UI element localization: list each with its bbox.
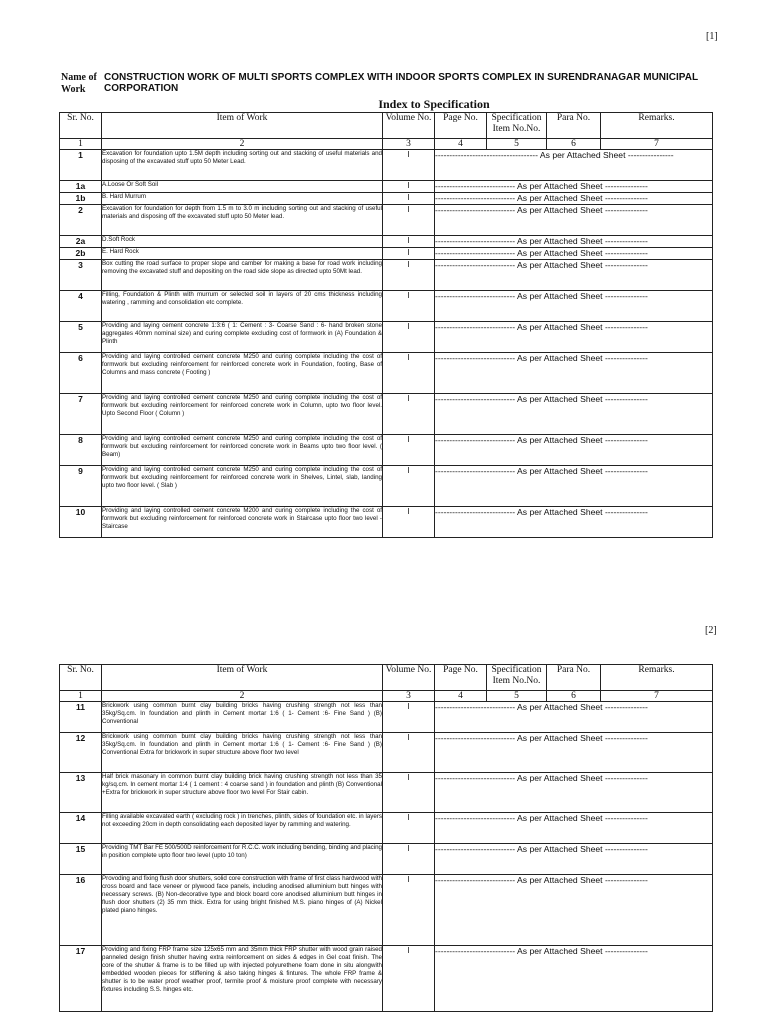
name-of-work-label: Name of Work bbox=[61, 72, 97, 95]
item-of-work-text: Providing and laying controlled cement concrete M200 and curing complete including the cost of formwork but excluding reinforcement for reinforced concrete work in Staircase upto floor two level - Staircase bbox=[102, 507, 382, 531]
column-number: 3 bbox=[383, 691, 435, 702]
item-of-work-text: Half brick masonary in common burnt clay building brick having crushing strength not less than 35 kg/sq.cm. In cement mortar 1:4 ( 1 cement : 4 coarse sand ) in foundation and plinth (B) Conventional +Extra for brickwork in super structure above floor two level For Stair cabin. bbox=[102, 773, 382, 797]
volume-cell: I bbox=[383, 394, 435, 435]
column-number: 2 bbox=[102, 139, 383, 150]
table-row bbox=[60, 844, 713, 875]
item-of-work-text: Brickwork using common burnt clay building bricks having crushing strength not less than 35kg/Sq.cm. In foundation and plinth in Cement mortar 1:6 ( 1- Cement :6- Fine Sand ) (B) Conventional bbox=[102, 702, 382, 726]
sr-no-cell: 15 bbox=[60, 844, 102, 875]
item-of-work-cell bbox=[102, 260, 383, 291]
item-of-work-cell bbox=[102, 150, 383, 181]
volume-cell: I bbox=[383, 260, 435, 291]
item-of-work-cell bbox=[102, 236, 383, 248]
header-para-no: Para No. bbox=[547, 113, 601, 139]
volume-cell: I bbox=[383, 193, 435, 205]
header-volume-no: Volume No. bbox=[383, 665, 435, 691]
sr-no-cell: 11 bbox=[60, 702, 102, 733]
item-of-work-cell bbox=[102, 733, 383, 773]
item-of-work-cell bbox=[102, 466, 383, 507]
sr-no-cell: 2b bbox=[60, 248, 102, 260]
attached-sheet-note: ---------------------------- As per Attached Sheet --------------- bbox=[435, 193, 713, 205]
attached-sheet-note: ---------------------------- As per Attached Sheet --------------- bbox=[435, 260, 713, 291]
sr-no-cell: 8 bbox=[60, 435, 102, 466]
item-of-work-text: E. Hard Rock bbox=[102, 248, 139, 255]
attached-sheet-note: ---------------------------- As per Attached Sheet --------------- bbox=[435, 181, 713, 193]
item-of-work-cell bbox=[102, 248, 383, 260]
sr-no-cell: 10 bbox=[60, 507, 102, 538]
volume-cell: I bbox=[383, 773, 435, 813]
attached-sheet-note: ---------------------------- As per Attached Sheet --------------- bbox=[435, 875, 713, 946]
volume-cell: I bbox=[383, 150, 435, 181]
header-volume-no: Volume No. bbox=[383, 113, 435, 139]
sr-no-cell: 17 bbox=[60, 946, 102, 1012]
header-sr-no: Sr. No. bbox=[60, 665, 102, 691]
item-of-work-text: Brickwork using common burnt clay building bricks having crushing strength not less than 35kg/Sq.cm. In foundation and plinth in Cement mortar 1:6 ( 1- Cement :6- Fine Sand ) (B) Conventional Extra for brickwork in super structure above floor two level bbox=[102, 733, 382, 757]
sr-no-cell: 3 bbox=[60, 260, 102, 291]
volume-cell: I bbox=[383, 844, 435, 875]
sr-no-cell: 4 bbox=[60, 291, 102, 322]
attached-sheet-note: ---------------------------- As per Attached Sheet --------------- bbox=[435, 322, 713, 353]
sr-no-cell: 13 bbox=[60, 773, 102, 813]
volume-cell: I bbox=[383, 236, 435, 248]
table-row bbox=[60, 394, 713, 435]
item-of-work-text: Providing and laying controlled cement concrete M250 and curing complete including the cost of formwork but excluding reinforcement for reinforced concrete work in Shelves, Lintel, slab, landing upto two floor level. ( Slab ) bbox=[102, 466, 382, 490]
attached-sheet-note: ---------------------------- As per Attached Sheet --------------- bbox=[435, 733, 713, 773]
attached-sheet-note: ---------------------------- As per Attached Sheet --------------- bbox=[435, 702, 713, 733]
table-row bbox=[60, 248, 713, 260]
specification-table bbox=[59, 112, 713, 538]
sr-no-cell: 9 bbox=[60, 466, 102, 507]
volume-cell: I bbox=[383, 702, 435, 733]
table-row bbox=[60, 875, 713, 946]
name-of-work: CONSTRUCTION WORK OF MULTI SPORTS COMPLEX WITH INDOOR SPORTS COMPLEX IN SURENDRANAGAR MUNICIPAL CORPORATION bbox=[104, 72, 698, 94]
header-remarks: Remarks. bbox=[601, 665, 713, 691]
table-row bbox=[60, 466, 713, 507]
item-of-work-text: Providing and laying cement concrete 1:3:6 ( 1: Cement : 3- Coarse Sand : 6- hand broken stone aggregates 40mm nominal size) and curing complete excluding cost of formwork in (A) Foundation & Plinth bbox=[102, 322, 382, 346]
table-row bbox=[60, 193, 713, 205]
item-of-work-cell bbox=[102, 435, 383, 466]
attached-sheet-note: ---------------------------- As per Attached Sheet --------------- bbox=[435, 507, 713, 538]
table-row bbox=[60, 260, 713, 291]
sr-no-cell: 5 bbox=[60, 322, 102, 353]
item-of-work-text: Providing and fixing FRP frame size 125x65 mm and 35mm thick FRP shutter with wood grain raised panneled design finish shutter having extra reinforcement on sides & edges in Gel coat finish. The core of the shutter & frame is to be filled up with injected polyurethene foam done in situ alongwith embedded wooden pieces for stiffening & also taking hinges & fintures. The whole FRP frame & shutter is to be water proof weather proof, termite proof & moisture proof complete with necessary fixtures including S.S. hinges etc. bbox=[102, 946, 382, 994]
table-row bbox=[60, 507, 713, 538]
table-row bbox=[60, 435, 713, 466]
column-number: 6 bbox=[547, 691, 601, 702]
attached-sheet-note: ---------------------------- As per Attached Sheet --------------- bbox=[435, 394, 713, 435]
item-of-work-cell bbox=[102, 181, 383, 193]
volume-cell: I bbox=[383, 435, 435, 466]
sr-no-cell: 12 bbox=[60, 733, 102, 773]
sr-no-cell: 1a bbox=[60, 181, 102, 193]
column-number: 5 bbox=[487, 139, 547, 150]
column-number: 1 bbox=[60, 691, 102, 702]
header-page-no: Page No. bbox=[435, 113, 487, 139]
column-number: 3 bbox=[383, 139, 435, 150]
header-specification-item-no: Specification Item No.No. bbox=[487, 665, 547, 691]
attached-sheet-note: ---------------------------- As per Attached Sheet --------------- bbox=[435, 946, 713, 1012]
page-number: [1] bbox=[706, 31, 718, 42]
item-of-work-cell bbox=[102, 394, 383, 435]
volume-cell: I bbox=[383, 875, 435, 946]
table-row bbox=[60, 205, 713, 236]
table-row bbox=[60, 322, 713, 353]
item-of-work-cell bbox=[102, 702, 383, 733]
item-of-work-cell bbox=[102, 773, 383, 813]
item-of-work-cell bbox=[102, 844, 383, 875]
column-number: 4 bbox=[435, 139, 487, 150]
column-number: 4 bbox=[435, 691, 487, 702]
item-of-work-cell bbox=[102, 322, 383, 353]
table-row bbox=[60, 733, 713, 773]
header-page-no: Page No. bbox=[435, 665, 487, 691]
column-number: 1 bbox=[60, 139, 102, 150]
table-row bbox=[60, 236, 713, 248]
item-of-work-text: D.Soft Rock bbox=[102, 236, 136, 243]
item-of-work-cell bbox=[102, 205, 383, 236]
sr-no-cell: 14 bbox=[60, 813, 102, 844]
volume-cell: I bbox=[383, 466, 435, 507]
attached-sheet-note: ---------------------------- As per Attached Sheet --------------- bbox=[435, 205, 713, 236]
sr-no-cell: 6 bbox=[60, 353, 102, 394]
attached-sheet-note: ---------------------------- As per Attached Sheet --------------- bbox=[435, 466, 713, 507]
table-row bbox=[60, 291, 713, 322]
index-title: Index to Specification bbox=[378, 97, 490, 111]
table-row bbox=[60, 150, 713, 181]
column-number: 7 bbox=[601, 139, 713, 150]
item-of-work-text: Providing and laying controlled cement concrete M250 and curing complete including the cost of formwork but excluding reinforcement for reinforced concrete work in Foundation, footing, Base of Columns and mass concrete ( Footing ) bbox=[102, 353, 382, 377]
volume-cell: I bbox=[383, 353, 435, 394]
column-number: 5 bbox=[487, 691, 547, 702]
column-number: 7 bbox=[601, 691, 713, 702]
volume-cell: I bbox=[383, 248, 435, 260]
header-specification-item-no: Specification Item No.No. bbox=[487, 113, 547, 139]
volume-cell: I bbox=[383, 946, 435, 1012]
attached-sheet-note: ---------------------------- As per Attached Sheet --------------- bbox=[435, 353, 713, 394]
sr-no-cell: 16 bbox=[60, 875, 102, 946]
table-row bbox=[60, 773, 713, 813]
item-of-work-text: Providing TMT Bar FE 500/500D reinforcement for R.C.C. work including bending, binding and placing in position complete upto floor two level (upto 10 ton) bbox=[102, 844, 382, 860]
item-of-work-text: A.Loose Or Soft Soil bbox=[102, 181, 159, 188]
item-of-work-text: Excavation for foundation for depth from 1.5 m to 3.0 m including sorting out and stacking of useful materials and disposing off the excavated stuff upto 50 Meter lead. bbox=[102, 205, 382, 221]
header-remarks: Remarks. bbox=[601, 113, 713, 139]
item-of-work-cell bbox=[102, 946, 383, 1012]
item-of-work-text: Box cutting the road surface to proper slope and camber for making a base for road work including removing the excavated stuff and depositing on the road side slope as directed upto 50Mt lead. bbox=[102, 260, 382, 276]
volume-cell: I bbox=[383, 205, 435, 236]
item-of-work-text: Excavation for foundation upto 1.5M depth including sorting out and stacking of useful materials and disposing of the excavated stuff upto 50 Meter Lead. bbox=[102, 150, 382, 166]
volume-cell: I bbox=[383, 507, 435, 538]
table-row bbox=[60, 702, 713, 733]
item-of-work-cell bbox=[102, 813, 383, 844]
attached-sheet-note: ---------------------------- As per Attached Sheet --------------- bbox=[435, 236, 713, 248]
item-of-work-text: Provoding and fixing flush door shutters, solid core construction with frame of first class hardwood with cross board and face veneer or plywood face panels, including anodised alluminium butt hinges with necessary screws. (B) Non-decorative type and block board core anodised alluminium butt hinges in flush door shutters (2) 35 mm thick. Extra for using bright finished M.S. piano hinges of (A) Nickel plated piano hinges. bbox=[102, 875, 382, 915]
item-of-work-text: B. Hard Murrum bbox=[102, 193, 147, 200]
attached-sheet-note: ---------------------------- As per Attached Sheet --------------- bbox=[435, 844, 713, 875]
sr-no-cell: 2 bbox=[60, 205, 102, 236]
attached-sheet-note: ---------------------------- As per Attached Sheet --------------- bbox=[435, 291, 713, 322]
sr-no-cell: 2a bbox=[60, 236, 102, 248]
item-of-work-text: Filling, Foundation & Plinth with murrum or selected soil in layers of 20 cms thickness including watering , ramming and consolidation etc complete. bbox=[102, 291, 382, 307]
header-item-of-work: Item of Work bbox=[102, 665, 383, 691]
sr-no-cell: 1 bbox=[60, 150, 102, 181]
attached-sheet-note: ---------------------------- As per Attached Sheet --------------- bbox=[435, 248, 713, 260]
item-of-work-text: Filling available excavated earth ( excluding rock ) in trenches, plinth, sides of foundation etc. in layers not exceeding 20cm in depth consolidating each deposited layer by ramming and watering. bbox=[102, 813, 382, 829]
header-item-of-work: Item of Work bbox=[102, 113, 383, 139]
table-row bbox=[60, 946, 713, 1012]
attached-sheet-note: ---------------------------- As per Attached Sheet --------------- bbox=[435, 813, 713, 844]
page-number: [2] bbox=[705, 625, 717, 636]
sr-no-cell: 7 bbox=[60, 394, 102, 435]
table-row bbox=[60, 813, 713, 844]
volume-cell: I bbox=[383, 291, 435, 322]
volume-cell: I bbox=[383, 181, 435, 193]
item-of-work-cell bbox=[102, 353, 383, 394]
specification-table bbox=[59, 664, 713, 1012]
sr-no-cell: 1b bbox=[60, 193, 102, 205]
item-of-work-text: Providing and laying controlled cement concrete M250 and curing complete including the cost of formwork but excluding reinforcement for reinforced concrete work in Beams upto two floor level. ( Beam) bbox=[102, 435, 382, 459]
item-of-work-cell bbox=[102, 875, 383, 946]
header-sr-no: Sr. No. bbox=[60, 113, 102, 139]
attached-sheet-note: ---------------------------- As per Attached Sheet --------------- bbox=[435, 773, 713, 813]
volume-cell: I bbox=[383, 813, 435, 844]
volume-cell: I bbox=[383, 733, 435, 773]
table-row bbox=[60, 181, 713, 193]
item-of-work-text: Providing and laying controlled cement concrete M250 and curing complete including the cost of formwork but excluding reinforcement for reinforced concrete work in Column, upto two floor level. Upto Second Floor ( Column ) bbox=[102, 394, 382, 418]
column-number: 6 bbox=[547, 139, 601, 150]
item-of-work-cell bbox=[102, 507, 383, 538]
column-number: 2 bbox=[102, 691, 383, 702]
attached-sheet-note: ------------------------------------ As per Attached Sheet ---------------- bbox=[435, 150, 713, 181]
item-of-work-cell bbox=[102, 193, 383, 205]
item-of-work-cell bbox=[102, 291, 383, 322]
header-para-no: Para No. bbox=[547, 665, 601, 691]
attached-sheet-note: ---------------------------- As per Attached Sheet --------------- bbox=[435, 435, 713, 466]
volume-cell: I bbox=[383, 322, 435, 353]
table-row bbox=[60, 353, 713, 394]
